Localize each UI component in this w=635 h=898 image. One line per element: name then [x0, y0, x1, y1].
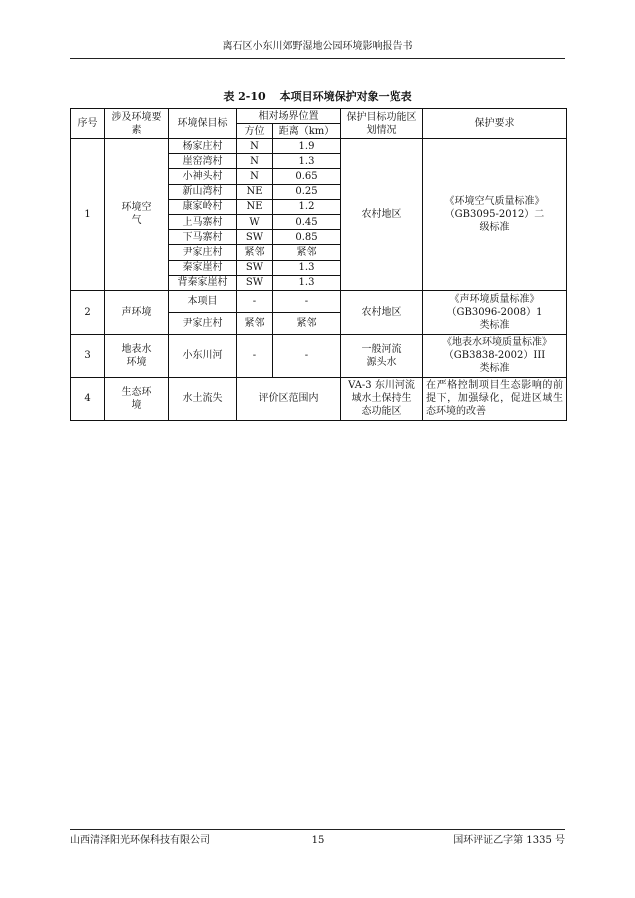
- element-cell: 环境空气: [105, 139, 169, 291]
- target-cell: 本项目: [169, 290, 237, 312]
- table-row: [71, 334, 567, 377]
- distance-cell: 1.3: [273, 260, 341, 275]
- direction-cell: SW: [237, 230, 273, 245]
- target-cell: 小东川河: [169, 334, 237, 377]
- direction-cell: N: [237, 154, 273, 169]
- zone-cell: 一般河流源头水: [341, 334, 423, 377]
- header-divider: [70, 58, 565, 59]
- target-cell: 杨家庄村: [169, 139, 237, 154]
- distance-cell: 1.9: [273, 139, 341, 154]
- distance-cell: 1.3: [273, 154, 341, 169]
- footer-certificate: 国环评证乙字第 1335 号: [453, 835, 565, 846]
- element-cell: 生态环境: [105, 377, 169, 420]
- target-cell: 下马寨村: [169, 230, 237, 245]
- distance-cell: 1.2: [273, 199, 341, 214]
- target-cell: 上马寨村: [169, 214, 237, 229]
- direction-cell: 紧邻: [237, 312, 273, 334]
- distance-cell: 0.65: [273, 169, 341, 184]
- header-distance: 距离（km）: [273, 124, 341, 139]
- table-header-row: [71, 109, 567, 124]
- table-row: [71, 377, 567, 420]
- direction-cell: -: [237, 334, 273, 377]
- page-header: 离石区小东川郊野湿地公园环境影响报告书: [222, 41, 413, 52]
- direction-cell: SW: [237, 275, 273, 290]
- element-cell: 地表水环境: [105, 334, 169, 377]
- position-cell: 评价区范围内: [237, 377, 341, 420]
- zone-cell: VA-3 东川河流域水土保持生态功能区: [341, 377, 423, 420]
- header-requirement: 保护要求: [423, 109, 567, 139]
- requirement-cell: 在严格控制项目生态影响的前提下，加强绿化，促进区域生态环境的改善: [423, 377, 567, 420]
- target-cell: 尹家庄村: [169, 245, 237, 260]
- header-relative-position: 相对场界位置: [237, 109, 341, 124]
- direction-cell: SW: [237, 260, 273, 275]
- header-target: 环境保目标: [169, 109, 237, 139]
- requirement-cell: 《环境空气质量标准》（GB3095-2012）二级标准: [423, 139, 567, 291]
- distance-cell: 0.25: [273, 184, 341, 199]
- table-row: [71, 139, 567, 154]
- header-element: 涉及环境要素: [105, 109, 169, 139]
- target-cell: 崖窑湾村: [169, 154, 237, 169]
- footer-company: 山西清泽阳光环保科技有限公司: [70, 835, 210, 846]
- zone-cell: 农村地区: [341, 290, 423, 334]
- seq-cell: 3: [71, 334, 105, 377]
- target-cell: 水土流失: [169, 377, 237, 420]
- zone-cell: 农村地区: [341, 139, 423, 291]
- direction-cell: N: [237, 139, 273, 154]
- seq-cell: 1: [71, 139, 105, 291]
- target-cell: 秦家崖村: [169, 260, 237, 275]
- seq-cell: 2: [71, 290, 105, 334]
- distance-cell: 紧邻: [273, 312, 341, 334]
- target-cell: 小神头村: [169, 169, 237, 184]
- target-cell: 背秦家崖村: [169, 275, 237, 290]
- distance-cell: 1.3: [273, 275, 341, 290]
- distance-cell: 紧邻: [273, 245, 341, 260]
- table-caption: [70, 90, 565, 104]
- seq-cell: 4: [71, 377, 105, 420]
- table-title: 本项目环境保护对象一览表: [279, 90, 412, 103]
- page-number: 15: [311, 835, 325, 846]
- footer-divider: [70, 829, 565, 830]
- distance-cell: -: [273, 334, 341, 377]
- header-direction: 方位: [237, 124, 273, 139]
- requirement-cell: 《声环境质量标准》（GB3096-2008）1 类标准: [423, 290, 567, 334]
- protection-targets-table: [70, 108, 567, 421]
- direction-cell: N: [237, 169, 273, 184]
- distance-cell: 0.45: [273, 214, 341, 229]
- target-cell: 尹家庄村: [169, 312, 237, 334]
- table-row: [71, 290, 567, 312]
- target-cell: 康家岭村: [169, 199, 237, 214]
- direction-cell: -: [237, 290, 273, 312]
- requirement-cell: 《地表水环境质量标准》（GB3838-2002）III类标准: [423, 334, 567, 377]
- direction-cell: 紧邻: [237, 245, 273, 260]
- direction-cell: NE: [237, 199, 273, 214]
- header-zone: 保护目标功能区划情况: [341, 109, 423, 139]
- direction-cell: NE: [237, 184, 273, 199]
- element-cell: 声环境: [105, 290, 169, 334]
- target-cell: 新山湾村: [169, 184, 237, 199]
- header-seq: 序号: [71, 109, 105, 139]
- table-number: 表 2-10: [223, 90, 266, 103]
- direction-cell: W: [237, 214, 273, 229]
- distance-cell: -: [273, 290, 341, 312]
- distance-cell: 0.85: [273, 230, 341, 245]
